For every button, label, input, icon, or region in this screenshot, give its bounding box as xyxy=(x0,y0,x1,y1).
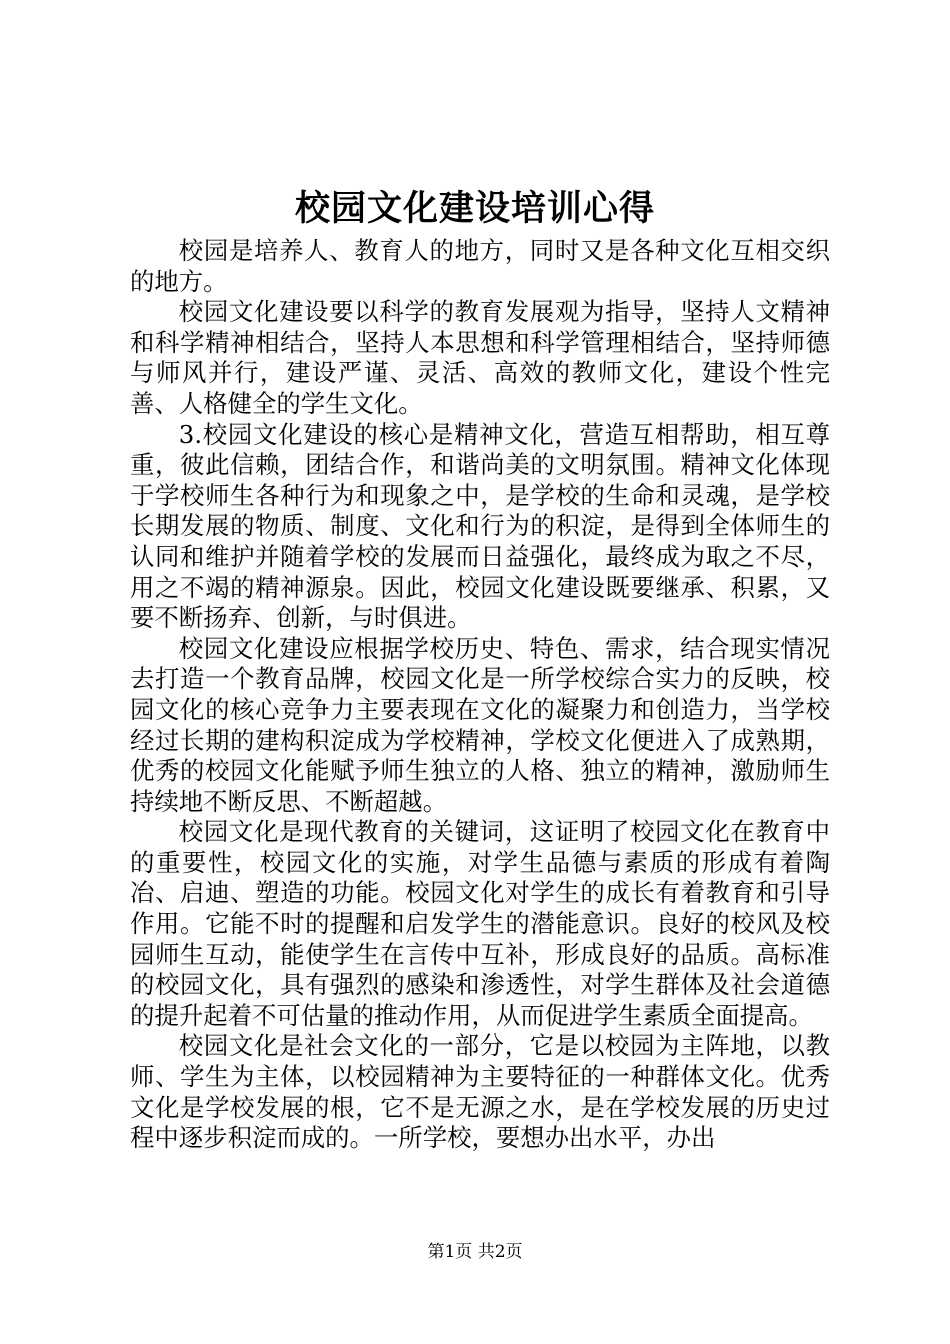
document-title: 校园文化建设培训心得 xyxy=(294,188,655,229)
paragraph: 3.校园文化建设的核心是精神文化，营造互相帮助，相互尊重，彼此信赖，团结合作，和谐尚美的文明氛围。精神文化体现于学校师生各种行为和现象之中，是学校的生命和灵魂，是学校长期发展的物质、制度、文化和行为的积淀，是得到全体师生的认同和维护并随着学校的发展而日益强化，最终成为取之不尽，用之不竭的精神源泉。因此，校园文化建设既要继承、积累，又要不断扬弃、创新，与时俱进。 xyxy=(130,419,830,633)
paragraph: 校园是培养人、教育人的地方，同时又是各种文化互相交织的地方。 xyxy=(130,236,830,296)
document-body xyxy=(130,236,830,1154)
paragraph: 校园文化是社会文化的一部分，它是以校园为主阵地，以教师、学生为主体，以校园精神为主要特征的一种群体文化。优秀文化是学校发展的根，它不是无源之水，是在学校发展的历史过程中逐步积淀而成的。一所学校，要想办出水平，办出 xyxy=(130,1031,830,1153)
paragraph: 校园文化建设应根据学校历史、特色、需求，结合现实情况去打造一个教育品牌，校园文化是一所学校综合实力的反映，校园文化的核心竞争力主要表现在文化的凝聚力和创造力，当学校经过长期的建构积淀成为学校精神，学校文化便进入了成熟期，优秀的校园文化能赋予师生独立的人格、独立的精神，激励师生持续地不断反思、不断超越。 xyxy=(130,633,830,816)
paragraph: 校园文化是现代教育的关键词，这证明了校园文化在教育中的重要性，校园文化的实施，对学生品德与素质的形成有着陶冶、启迪、塑造的功能。校园文化对学生的成长有着教育和引导作用。它能不时的提醒和启发学生的潜能意识。良好的校风及校园师生互动，能使学生在言传中互补，形成良好的品质。高标准的校园文化，具有强烈的感染和渗透性，对学生群体及社会道德的提升起着不可估量的推动作用，从而促进学生素质全面提高。 xyxy=(130,817,830,1030)
paragraph: 校园文化建设要以科学的教育发展观为指导，坚持人文精神和科学精神相结合，坚持人本思想和科学管理相结合，坚持师德与师风并行，建设严谨、灵活、高效的教师文化，建设个性完善、人格健全的学生文化。 xyxy=(130,297,830,418)
page-footer: 第1页 共2页 xyxy=(427,1242,523,1262)
